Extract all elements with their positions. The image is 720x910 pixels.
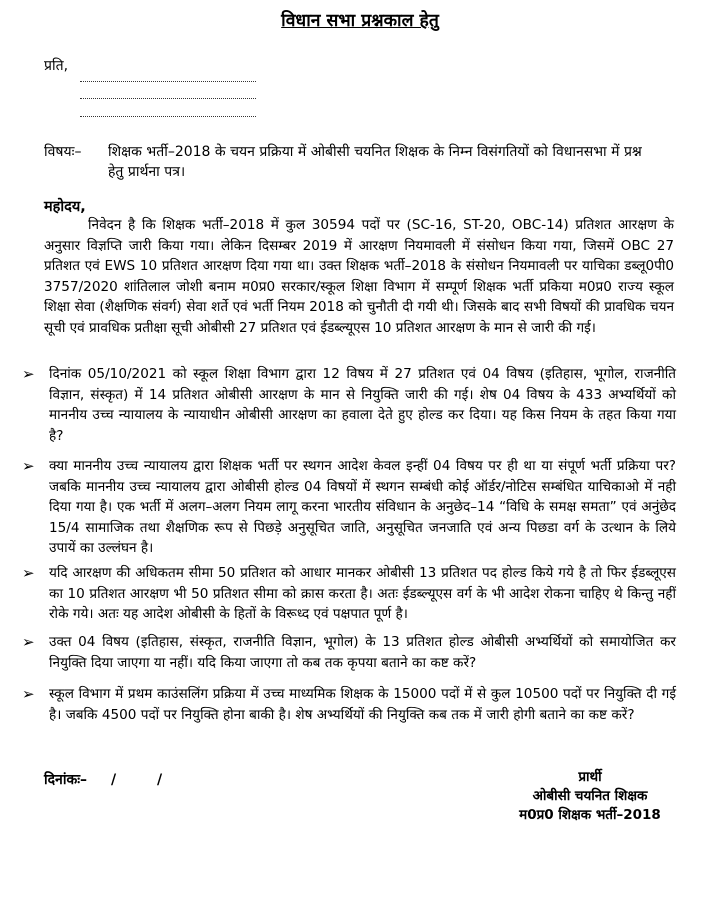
signature-line-2: ओबीसी चयनित शिक्षक <box>532 788 648 804</box>
arrow-bullet-icon: ➢ <box>22 457 35 475</box>
point-text: दिनांक 05/10/2021 को स्कूल शिक्षा विभाग द्वारा 12 विषय में 27 प्रतिशत एवं 04 विषय (इतिहास, भूगोल, राजनीति विज्ञान, संस्कृत) में 14 प्रतिशत ओबीसी आरक्षण के मान से नियुक्ति जारी की गई। शेष 04 विषय के 433 अभ्यर्थियों को माननीय उच्च न्यायालय के न्यायाधीन ओबीसी आरक्षण का हवाला देते हुए होल्ड कर दिया। यह किस नियम के तहत किया गया है? <box>49 366 677 444</box>
page-title: विधान सभा प्रश्नकाल हेतु <box>281 11 439 31</box>
point-item-3 <box>22 563 682 625</box>
date-label: दिनांकः– <box>44 772 88 788</box>
arrow-bullet-icon: ➢ <box>22 564 35 582</box>
address-line-3 <box>80 116 256 117</box>
point-item-4 <box>22 632 682 673</box>
signature-line-1: प्रार्थी <box>578 769 602 785</box>
point-item-5 <box>22 684 682 725</box>
subject-label: विषयः– <box>44 144 82 160</box>
signature-line-3: म0प्र0 शिक्षक भर्ती–2018 <box>519 807 661 823</box>
address-line-2 <box>80 98 256 99</box>
point-text: उक्त 04 विषय (इतिहास, संस्कृत, राजनीति विज्ञान, भूगोल) के 13 प्रतिशत होल्ड ओबीसी अभ्यर्थियों को समायोजित कर नियुक्ति दिया जाएगा या नहीं। यदि किया जाएगा तो कब तक कृपया बताने का कष्ट करें? <box>49 634 676 671</box>
arrow-bullet-icon: ➢ <box>22 365 35 383</box>
intro-paragraph: निवेदन है कि शिक्षक भर्ती–2018 में कुल 30594 पदों पर (SC-16, ST-20, OBC-14) प्रतिशत आरक्षण के अनुसार विज्ञप्ति जारी किया गया। लेकिन दिसम्बर 2019 में आरक्षण नियमावली में संसोधन किया गया, जिसमें OBC 27 प्रतिशत एवं EWS 10 प्रतिशत आरक्षण दिया गया था। उक्त शिक्षक भर्ती–2018 के संसोधन नियमावली पर याचिका डब्लू0पी0 3757/2020 शांतिलाल जोशी बनाम म0प्र0 सरकार/स्कूल शिक्षा विभाग में सम्पूर्ण शिक्षक भर्ती प्रकिया म0प्र0 राज्य स्कूल शिक्षा सेवा (शैक्षणिक संवर्ग) सेवा शर्ते एवं भर्ती नियम 2018 को चुनौती दी गयी थी। जिसके बाद सभी विषयों की प्रावधिक चयन सूची एवं प्रावधिक प्रतीक्षा सूची ओबीसी 27 प्रतिशत एवं ईडब्ल्यूएस 10 प्रतिशत आरक्षण के मान से जारी की गई। <box>44 217 674 336</box>
date-line <box>44 770 180 789</box>
point-text: स्कूल विभाग में प्रथम काउंसलिंग प्रक्रिया में उच्च माध्यमिक शिक्षक के 15000 पदों में से कुल 10500 पदों पर नियुक्ति दी गई है। जबकि 4500 पदों पर नियुक्ति होना बाकी है। शेष अभ्यर्थियों की नियुक्ति कब तक में जारी होगी बताने का कष्ट करें? <box>49 686 676 723</box>
arrow-bullet-icon: ➢ <box>22 633 35 651</box>
subject-text: शिक्षक भर्ती–2018 के चयन प्रक्रिया में ओबीसी चयनित शिक्षक के निम्न विसंगतियों को विधानसभा में प्रश्न हेतु प्रार्थना पत्र। <box>108 144 642 180</box>
subject-block <box>44 142 664 182</box>
point-text: क्या माननीय उच्च न्यायालय द्वारा शिक्षक भर्ती पर स्थगन आदेश केवल इन्हीं 04 विषय पर ही था या संपूर्ण भर्ती प्रक्रिया पर? जबकि माननीय उच्च न्यायालय द्वारा ओबीसी होल्ड 04 विषयों में स्थगन सम्बंधी कोई ऑर्डर/नोटिस सम्बंधित याचिकाओ में नही दिया गया है। एक भर्ती में अलग–अलग नियम लागू करना भारतीय संविधान के अनुछेद–14 “विधि के समक्ष समता” एवं अनुंछेद 15/4 सामाजिक तथा शैक्षणिक रूप से पिछड़े अनुसूचित जाति, अनुसूचित जनजाति एवं अन्य पिछडा वर्ग के उत्थान के लिये उपायें का उल्लंघन है। <box>49 458 676 557</box>
address-line-1 <box>80 81 256 82</box>
point-item-2 <box>22 456 682 559</box>
recipient-label: प्रति, <box>44 58 69 74</box>
point-text: यदि आरक्षण की अधिकतम सीमा 50 प्रतिशत को आधार मानकर ओबीसी 13 प्रतिशत पद होल्ड किये गये है तो फिर ईडब्लूएस का 10 प्रतिशत आरक्षण भी 50 प्रतिशत सीमा को क्रास करता है। अतः ईडब्ल्यूएस वर्ग के भी आदेश रोकना चाहिए थे किन्तु नहीं रोके गये। अतः यह आदेश ओबीसी के हितों के विरूध्द एवं पक्षपात पूर्ण है। <box>49 565 676 623</box>
point-item-1 <box>22 364 682 446</box>
signature-block <box>500 768 680 825</box>
date-value: / / <box>111 772 181 788</box>
salutation: महोदय, <box>44 199 86 215</box>
arrow-bullet-icon: ➢ <box>22 685 35 703</box>
